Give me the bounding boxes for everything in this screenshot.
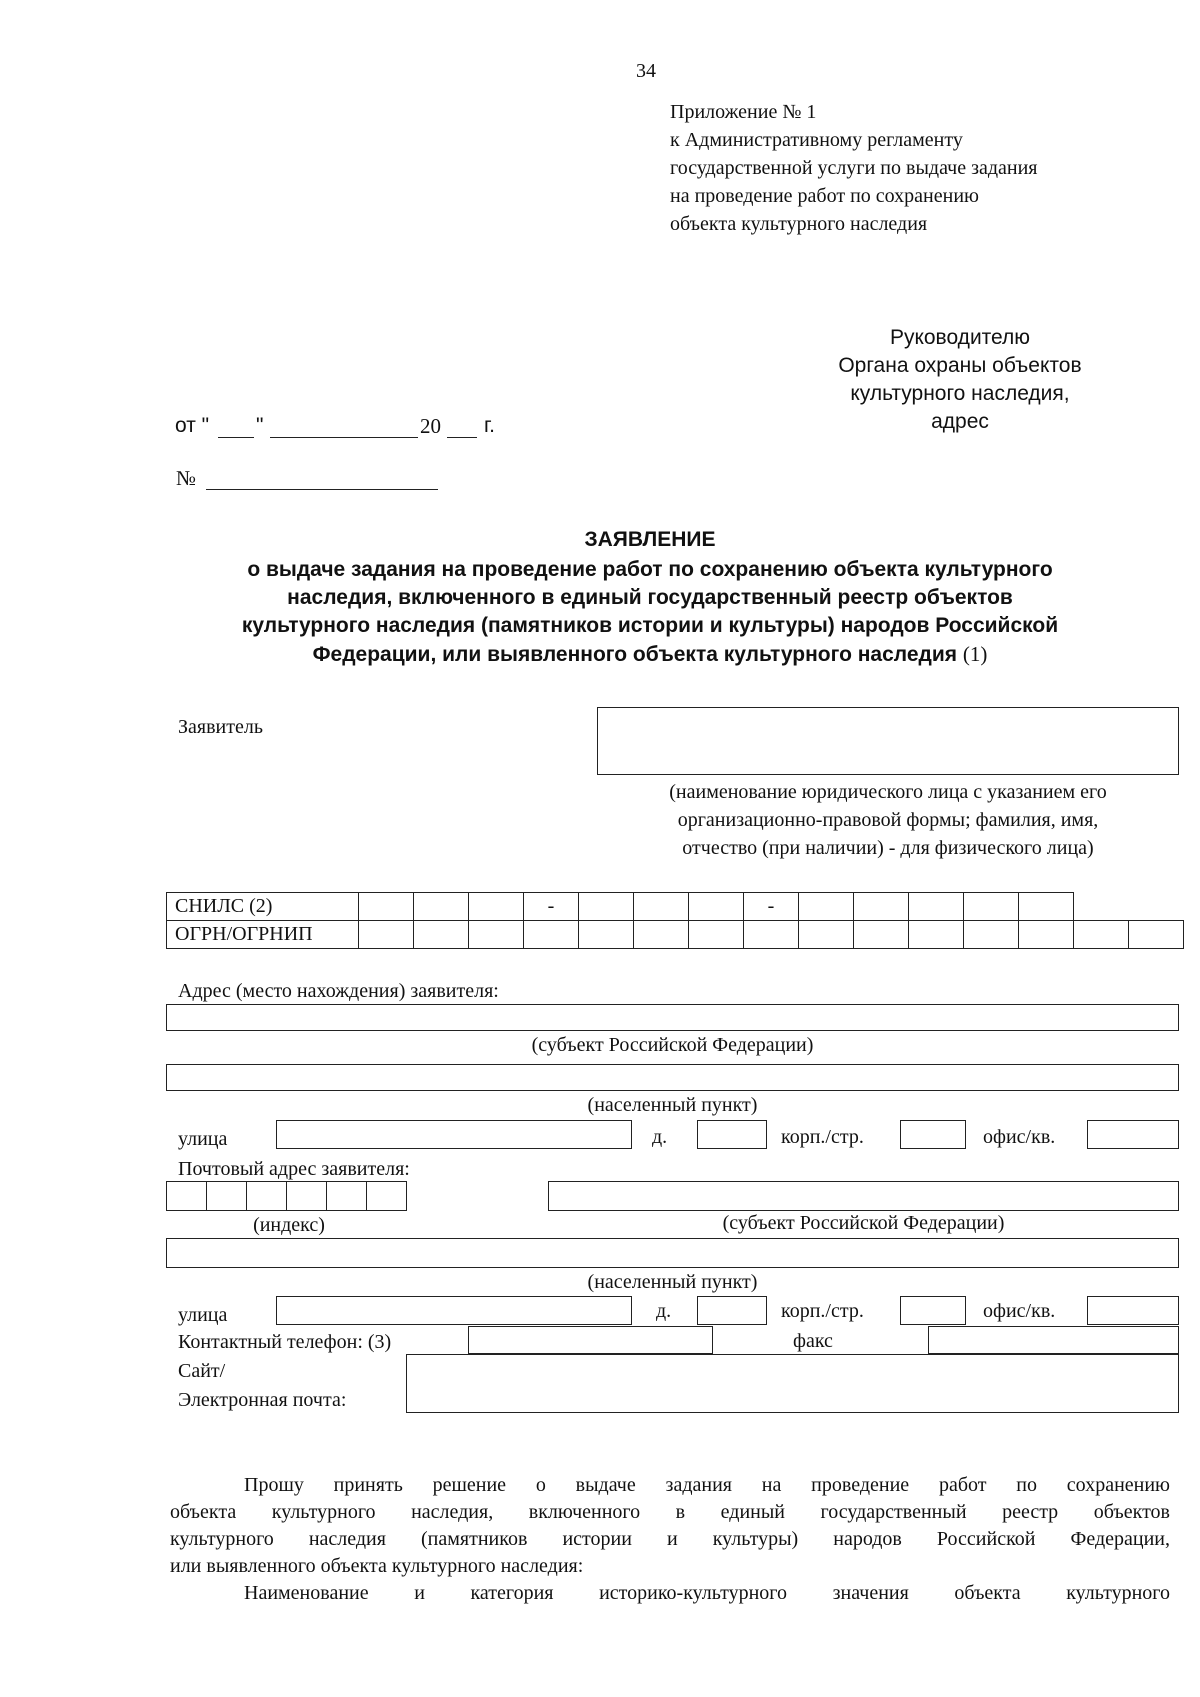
ogrn-table <box>166 920 1184 949</box>
recipient-line: адрес <box>931 410 989 433</box>
ogrn-cell[interactable] <box>854 921 909 949</box>
address-office-field[interactable] <box>1087 1120 1179 1149</box>
address-locality-field[interactable] <box>166 1064 1179 1091</box>
phone-field[interactable] <box>468 1326 713 1354</box>
postal-subject-hint: (субъект Российской Федерации) <box>722 1212 1005 1234</box>
address-label: Адрес (место нахождения) заявителя: <box>178 980 499 1002</box>
postal-index-hint: (индекс) <box>253 1214 325 1236</box>
ogrn-cell[interactable] <box>359 921 414 949</box>
postal-building-label: корп./стр. <box>781 1300 864 1322</box>
snils-cell[interactable] <box>1019 893 1074 921</box>
subtitle-line <box>60 640 1200 669</box>
footnote-ref: (1) <box>962 642 988 666</box>
ogrn-cell[interactable] <box>799 921 854 949</box>
recipient-line: культурного наследия, <box>850 382 1070 405</box>
appendix-line: объекта культурного наследия <box>670 213 928 235</box>
address-building-field[interactable] <box>900 1120 966 1149</box>
applicant-label: Заявитель <box>178 716 263 738</box>
postal-index-cell[interactable] <box>247 1182 287 1211</box>
ogrn-cell[interactable] <box>469 921 524 949</box>
postal-index-cell[interactable] <box>327 1182 367 1211</box>
postal-locality-field[interactable] <box>166 1238 1179 1268</box>
snils-cell[interactable] <box>414 893 469 921</box>
date-prefix: от " <box>175 414 210 437</box>
subtitle-line: наследия, включенного в единый государственный реестр объектов <box>287 586 1013 609</box>
postal-street-field[interactable] <box>276 1296 632 1325</box>
date-month-field[interactable] <box>270 437 418 438</box>
appendix-line: к Административному регламенту <box>670 129 963 151</box>
subtitle-line: о выдаче задания на проведение работ по сохранению объекта культурного <box>247 558 1053 581</box>
appendix-line: на проведение работ по сохранению <box>670 185 979 207</box>
number-field[interactable] <box>206 489 438 490</box>
ogrn-cell[interactable] <box>1019 921 1074 949</box>
postal-index-cell[interactable] <box>287 1182 327 1211</box>
fax-field[interactable] <box>928 1326 1179 1354</box>
appendix-line: государственной услуги по выдаче задания <box>670 157 1038 179</box>
postal-index-cell[interactable] <box>207 1182 247 1211</box>
page-number: 34 <box>636 60 656 82</box>
recipient-line: Руководителю <box>889 326 1031 349</box>
postal-building-field[interactable] <box>900 1296 966 1325</box>
hint-line: отчество (при наличии) - для физического лица) <box>682 837 1094 859</box>
postal-office-field[interactable] <box>1087 1296 1179 1325</box>
address-subject-field[interactable] <box>166 1004 1179 1031</box>
phone-label: Контактный телефон: (3) <box>178 1331 392 1353</box>
site-email-field[interactable] <box>406 1354 1179 1413</box>
recipient-line: Органа охраны объектов <box>838 354 1082 377</box>
date-suffix: г. <box>484 414 495 437</box>
applicant-hint <box>597 778 1179 862</box>
appendix-note <box>670 98 1038 238</box>
address-street-field[interactable] <box>276 1120 632 1149</box>
hint-line: организационно-правовой формы; фамилия, имя, <box>677 809 1099 831</box>
ogrn-cell[interactable] <box>1074 921 1129 949</box>
ogrn-cell[interactable] <box>634 921 689 949</box>
snils-cell[interactable] <box>359 893 414 921</box>
hint-line: (наименование юридического лица с указанием его <box>669 781 1107 803</box>
request-paragraph <box>170 1472 1170 1607</box>
snils-cell[interactable] <box>909 893 964 921</box>
ogrn-label: ОГРН/ОГРНИП <box>167 921 359 949</box>
address-subject-hint: (субъект Российской Федерации) <box>531 1034 814 1056</box>
postal-street-label: улица <box>178 1304 228 1326</box>
postal-index-table <box>166 1181 407 1211</box>
snils-table <box>166 892 1074 921</box>
postal-label: Почтовый адрес заявителя: <box>178 1158 410 1180</box>
email-label: Электронная почта: <box>178 1389 347 1411</box>
postal-index-cell[interactable] <box>167 1182 207 1211</box>
applicant-name-field[interactable] <box>597 707 1179 775</box>
snils-cell[interactable] <box>854 893 909 921</box>
address-office-label: офис/кв. <box>983 1126 1056 1148</box>
subtitle-line-text: Федерации, или выявленного объекта культурного наследия <box>312 643 958 666</box>
snils-row <box>167 893 1074 921</box>
fax-label: факс <box>793 1330 833 1352</box>
number-label: № <box>176 466 197 490</box>
body-line: или выявленного объекта культурного наследия: <box>170 1555 584 1577</box>
snils-cell[interactable] <box>579 893 634 921</box>
body-line: объекта культурного наследия, включенного в единый государственный реестр объектов <box>170 1501 1170 1523</box>
ogrn-cell[interactable] <box>1129 921 1184 949</box>
date-year-prefix: 20 <box>420 414 441 438</box>
body-line: Наименование и категория историко-культурного значения объекта культурного <box>244 1582 1170 1604</box>
snils-label: СНИЛС (2) <box>167 893 359 921</box>
snils-cell[interactable] <box>634 893 689 921</box>
postal-index-cell[interactable] <box>367 1182 407 1211</box>
document-subtitle <box>60 556 1200 669</box>
date-year-field[interactable] <box>447 437 477 438</box>
ogrn-cell[interactable] <box>744 921 799 949</box>
body-line: Прошу принять решение о выдаче задания на проведение работ по сохранению <box>244 1474 1170 1496</box>
subtitle-line: культурного наследия (памятников истории и культуры) народов Российской <box>241 614 1059 637</box>
ogrn-cell[interactable] <box>524 921 579 949</box>
snils-cell[interactable] <box>964 893 1019 921</box>
ogrn-row <box>167 921 1184 949</box>
address-house-label: д. <box>652 1126 668 1148</box>
ogrn-cell[interactable] <box>964 921 1019 949</box>
body-line: культурного наследия (памятников истории и культуры) народов Российской Федерации, <box>170 1528 1170 1550</box>
postal-office-label: офис/кв. <box>983 1300 1056 1322</box>
snils-dash: - <box>744 893 799 921</box>
postal-subject-field[interactable] <box>548 1181 1179 1211</box>
address-building-label: корп./стр. <box>781 1126 864 1148</box>
document-title: ЗАЯВЛЕНИЕ <box>584 528 716 551</box>
address-locality-hint: (населенный пункт) <box>587 1094 758 1116</box>
ogrn-cell[interactable] <box>579 921 634 949</box>
postal-house-label: д. <box>656 1300 672 1322</box>
snils-dash: - <box>524 893 579 921</box>
appendix-line: Приложение № 1 <box>670 101 817 123</box>
ogrn-cell[interactable] <box>414 921 469 949</box>
date-day-field[interactable] <box>218 437 254 438</box>
snils-cell[interactable] <box>469 893 524 921</box>
site-label: Сайт/ <box>178 1360 226 1382</box>
snils-cell[interactable] <box>689 893 744 921</box>
address-street-label: улица <box>178 1128 228 1150</box>
date-quote: " <box>256 414 264 437</box>
postal-house-field[interactable] <box>697 1296 767 1325</box>
postal-locality-hint: (населенный пункт) <box>587 1271 758 1293</box>
ogrn-cell[interactable] <box>909 921 964 949</box>
recipient-block <box>770 324 1150 436</box>
ogrn-cell[interactable] <box>689 921 744 949</box>
address-house-field[interactable] <box>697 1120 767 1149</box>
snils-cell[interactable] <box>799 893 854 921</box>
